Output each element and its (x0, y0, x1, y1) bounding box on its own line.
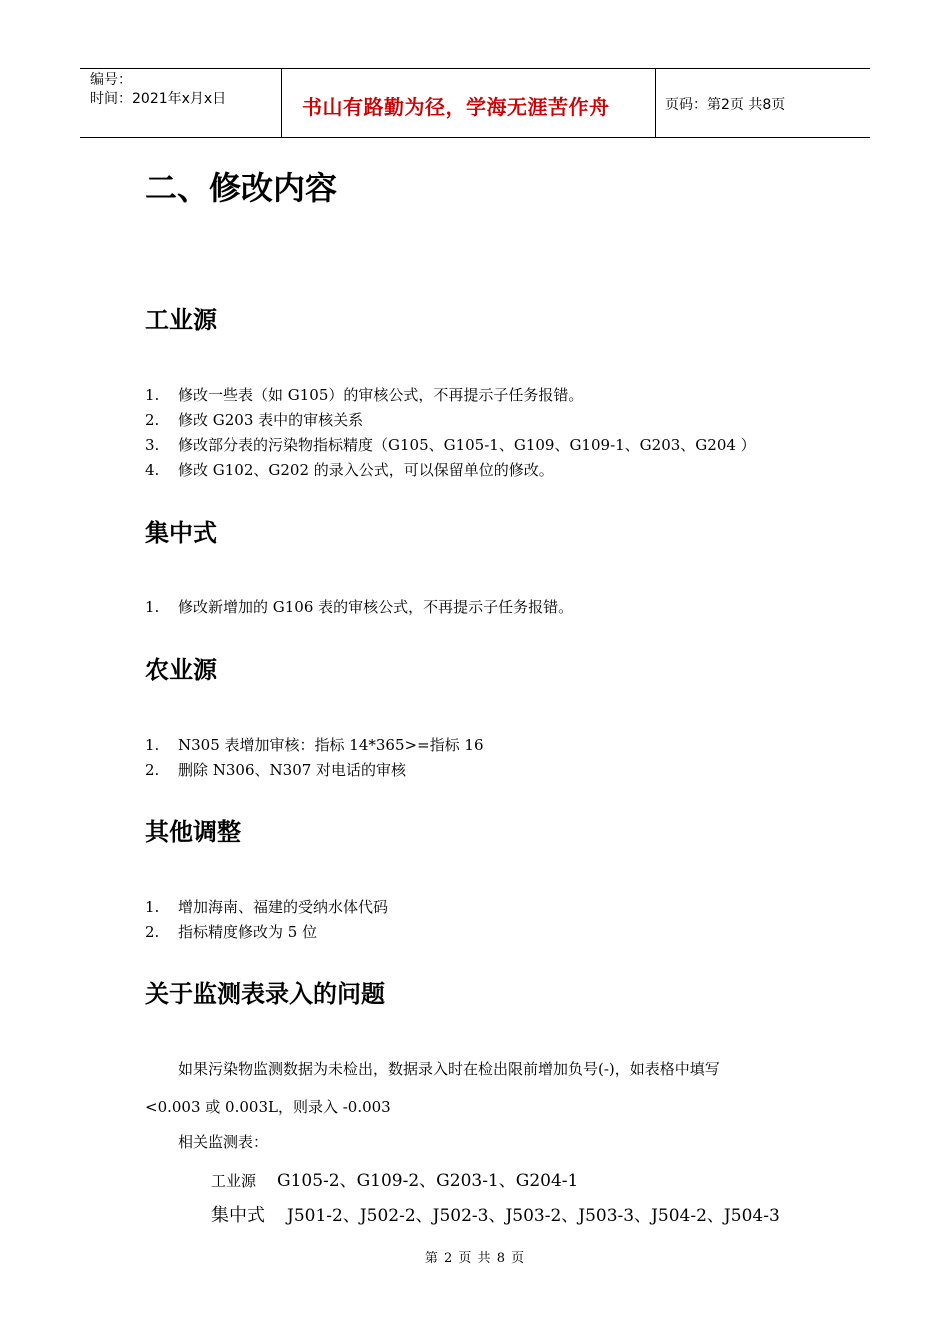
list-item-text: 修改一些表（如 G105）的审核公式，不再提示子任务报错。 (178, 386, 584, 404)
list-item (145, 384, 583, 406)
list-item-number: 1. (145, 386, 160, 404)
monitoring-paragraph-line-2: <0.003 或 0.003L，则录入 -0.003 (145, 1098, 391, 1116)
list-item (145, 734, 484, 756)
list-item-text: 修改部分表的污染物指标精度（G105、G105-1、G109、G109-1、G203、G204 ） (178, 436, 756, 454)
list-item-text: N305 表增加审核：指标 14*365>=指标 16 (178, 736, 484, 754)
list-item (145, 759, 406, 781)
header-meta (80, 69, 281, 137)
list-item-number: 2. (145, 761, 160, 779)
related-table-category: 集中式 (211, 1205, 265, 1226)
header-page-info: 页码：第2页 共8页 (665, 97, 786, 113)
page-title: 二、修改内容 (145, 169, 338, 207)
list-item-number: 1. (145, 736, 160, 754)
monitoring-paragraph-line-1: 如果污染物监测数据为未检出，数据录入时在检出限前增加负号(-)，如表格中填写 (178, 1060, 720, 1078)
related-table-codes: J501-2、J502-2、J502-3、J503-2、J503-3、J504-2、J504-3 (287, 1206, 780, 1226)
header-motto: 书山有路勤为径，学海无涯苦作舟 (302, 95, 610, 119)
section-heading-centralized: 集中式 (145, 519, 217, 547)
list-item-text: 指标精度修改为 5 位 (178, 923, 318, 941)
list-item-text: 增加海南、福建的受纳水体代码 (178, 898, 389, 916)
list-item-text: 修改 G203 表中的审核关系 (178, 411, 364, 429)
page-header (80, 68, 870, 138)
related-table-row (211, 1201, 780, 1227)
list-item-number: 3. (145, 436, 160, 454)
section-heading-agricultural: 农业源 (145, 656, 217, 684)
list-item-number: 2. (145, 411, 160, 429)
related-table-codes: G105-2、G109-2、G203-1、G204-1 (277, 1171, 579, 1191)
list-item (145, 596, 573, 618)
list-item (145, 896, 388, 918)
list-item-number: 4. (145, 461, 160, 479)
serial-number-label: 编号： (90, 72, 132, 88)
list-item-text: 修改 G102、G202 的录入公式，可以保留单位的修改。 (178, 461, 554, 479)
related-tables-label: 相关监测表： (178, 1133, 269, 1151)
related-table-row (211, 1166, 578, 1191)
list-item-text: 删除 N306、N307 对电话的审核 (178, 761, 407, 779)
list-item-number: 1. (145, 598, 160, 616)
date-label: 时间：2021年x月x日 (90, 91, 227, 107)
list-item (145, 409, 363, 431)
header-page-cell (655, 69, 870, 137)
section-heading-other: 其他调整 (145, 818, 241, 846)
list-item-text: 修改新增加的 G106 表的审核公式，不再提示子任务报错。 (178, 598, 574, 616)
list-item-number: 1. (145, 898, 160, 916)
section-heading-industrial: 工业源 (145, 306, 217, 334)
related-table-category: 工业源 (211, 1172, 257, 1190)
section-heading-monitoring: 关于监测表录入的问题 (145, 980, 385, 1008)
list-item (145, 459, 554, 481)
page-footer: 第 2 页 共 8 页 (424, 1251, 526, 1266)
list-item (145, 434, 756, 456)
list-item-number: 2. (145, 923, 160, 941)
list-item (145, 921, 317, 943)
header-motto-cell (281, 69, 656, 137)
